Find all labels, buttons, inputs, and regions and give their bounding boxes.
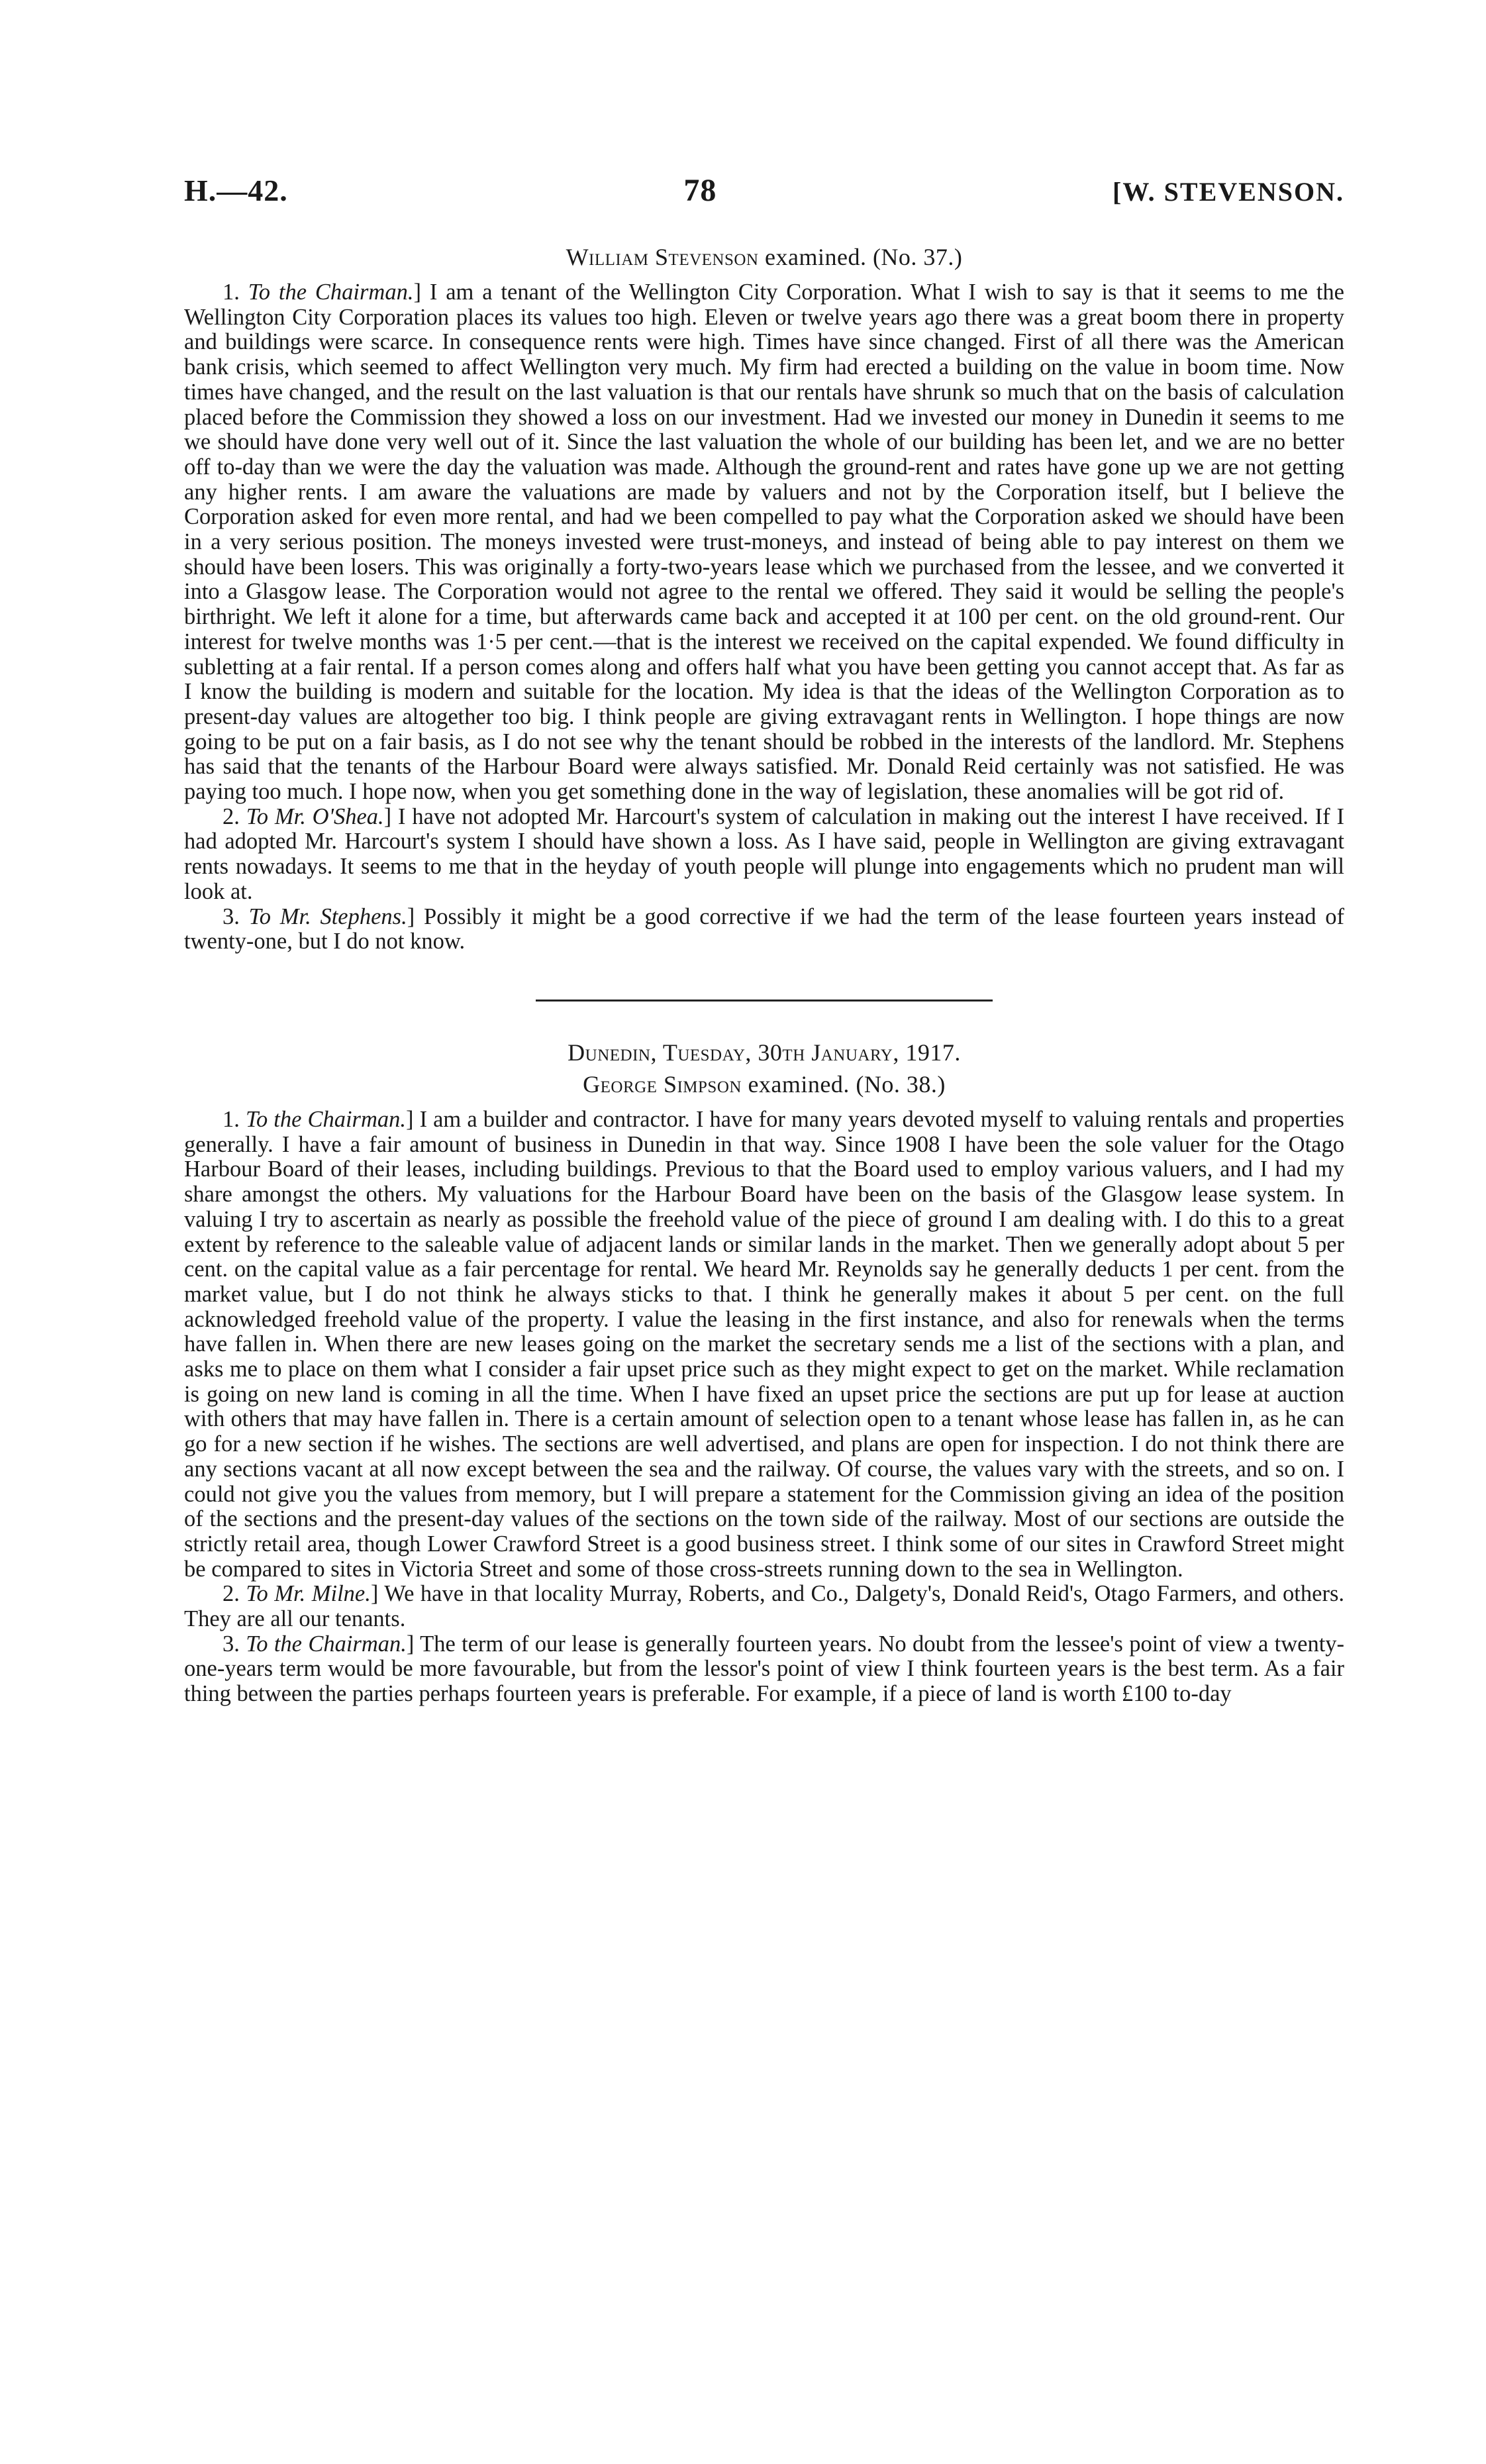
session-dateline: Dunedin, Tuesday, 30th January, 1917. <box>568 1039 961 1066</box>
paragraph-text: Possibly it might be a good corrective if we had the term of the lease fourteen years instead of twenty-one, but I do not know. <box>184 903 1345 954</box>
page-number: 78 <box>683 173 717 208</box>
testimony-paragraph: 1. To the Chairman.] I am a tenant of the Wellington City Corporation. What I wish to say is that it seems to me the Wellington City Corporation places its values too high. Eleven or twelve years ago there was a great boom there in property and buildings were scarce. In consequence rents were high. Times have since changed. First of all there was the American bank crisis, which seemed to affect Wellington very much. My firm had erected a building on the value in boom time. Now times have changed, and the result on the last valuation is that our rentals have shrunk so much that on the basis of calculation placed before the Commission they showed a loss on our investment. Had we invested our money in Dunedin it seems to me we should have done very well out of it. Since the last valuation the whole of our building has been let, and we are no better off to-day than we were the day the valuation was made. Although the ground-rent and rates have gone up we are not getting any higher rents. I am aware the valuations are made by valuers and not by the Corporation itself, but I believe the Corporation asked for even more rental, and had we been compelled to pay what the Corporation asked we should have been in a very serious position. The moneys invested were trust-moneys, and instead of being able to pay interest on them we should have been losers. This was originally a forty-two-years lease which we purchased from the lessee, and we converted it into a Glasgow lease. The Corporation would not agree to the rental we offered. They said it would be selling the people's birthright. We left it alone for a time, but afterwards came back and accepted it at 100 per cent. on the old ground-rent. Our interest for twelve months was 1·5 per cent.—that is the interest we received on the capital expended. We found difficulty in subletting at a fair rental. If a person comes along and offers half what you have been getting you cannot accept that. As far as I know the building is modern and suitable for the location. My idea is that the ideas of the Wellington Corporation as to present-day values are altogether too big. I think people are giving extravagant rents in Wellington. I hope things are now going to be put on a fair basis, as I do not see why the tenant should be robbed in the interests of the landlord. Mr. Stephens has said that the tenants of the Harbour Board were always satisfied. Mr. Donald Reid certainly was not satisfied. He was paying too much. I hope now, when you get something done in the way of legislation, these anomalies will be got rid of. <box>184 280 1344 805</box>
witness-heading-stevenson <box>184 243 1344 271</box>
paragraph-text: I am a tenant of the Wellington City Corporation. What I wish to say is that it seems to me the Wellington City Corporation places its values too high. Eleven or twelve years ago there was a great boom there in property and buildings were scarce. In consequence rents were high. Times have since changed. First of all there was the American bank crisis, which seemed to affect Wellington very much. My firm had erected a building on the value in boom time. Now times have changed, and the result on the last valuation is that our rentals have shrunk so much that on the basis of calculation placed before the Commission they showed a loss on our investment. Had we invested our money in Dunedin it seems to me we should have done very well out of it. Since the last valuation the whole of our building has been let, and we are no better off to-day than we were the day the valuation was made. Although the ground-rent and rates have gone up we are not getting any higher rents. I am aware the valuations are made by valuers and not by the Corporation itself, but I believe the Corporation asked for even more rental, and had we been compelled to pay what the Corporation asked we should have been in a very serious position. The moneys invested were trust-moneys, and instead of being able to pay interest on them we should have been losers. This was originally a forty-two-years lease which we purchased from the lessee, and we converted it into a Glasgow lease. The Corporation would not agree to the rental we offered. They said it would be selling the people's birthright. We left it alone for a time, but afterwards came back and accepted it at 100 per cent. on the old ground-rent. Our interest for twelve months was 1·5 per cent.—that is the interest we received on the capital expended. We found difficulty in subletting at a fair rental. If a person comes along and offers half what you have been getting you cannot accept that. As far as I know the building is modern and suitable for the location. My idea is that the ideas of the Wellington Corporation as to present-day values are altogether too big. I think people are giving extravagant rents in Wellington. I hope things are now going to be put on a fair basis, as I do not see why the tenant should be robbed in the interests of the landlord. Mr. Stephens has said that the tenants of the Harbour Board were always satisfied. Mr. Donald Reid certainly was not satisfied. He was paying too much. I hope now, when you get something done in the way of legislation, these anomalies will be got rid of. <box>184 280 1344 805</box>
paragraph-number: 1. <box>223 1106 240 1132</box>
paragraph-number: 3. <box>223 1631 240 1657</box>
addressee: To the Chairman. <box>248 280 414 305</box>
testimony-paragraph: 2. To Mr. O'Shea.] I have not adopted Mr. Harcourt's system of calculation in making out the interest I have received. If I had adopted Mr. Harcourt's system I should have shown a loss. As I have said, people in Wellington are giving extravagant rents nowadays. It seems to me that in the heyday of youth people will plunge into engagements which no prudent man will look at. <box>184 803 1345 904</box>
paragraph-number: 2. <box>223 1581 240 1607</box>
paragraph-number: 2. <box>223 803 240 829</box>
paragraph-number: 1. <box>223 280 240 305</box>
addressee: To the Chairman. <box>246 1631 407 1657</box>
section-divider <box>536 1000 993 1001</box>
paragraph-number: 3. <box>223 903 240 929</box>
addressee: To Mr. Stephens. <box>248 903 407 929</box>
addressee: To Mr. Milne. <box>246 1581 371 1607</box>
witness-name: William Stevenson <box>566 244 759 270</box>
witness-heading-rest: examined. (No. 38.) <box>748 1070 946 1098</box>
running-header <box>184 172 1344 209</box>
witness-running-title: [W. STEVENSON. <box>1113 177 1344 207</box>
witness-name: George Simpson <box>583 1070 742 1098</box>
document-page <box>184 172 1344 1707</box>
testimony-paragraph: 2. To Mr. Milne.] We have in that locality Murray, Roberts, and Co., Dalgety's, Donald Reid's, Otago Farmers, and others. They are all our tenants. <box>184 1581 1344 1632</box>
paragraph-text: I am a builder and contractor. I have for many years devoted myself to valuing rentals and properties generally. I have a fair amount of business in Dunedin in that way. Since 1908 I have been the sole valuer for the Otago Harbour Board of their leases, including buildings. Previous to that the Board used to employ various valuers, and I had my share amongst the others. My valuations for the Harbour Board have been on the basis of the Glasgow lease system. In valuing I try to ascertain as nearly as possible the freehold value of the piece of ground I am dealing with. I do this to a great extent by reference to the saleable value of adjacent lands or similar lands in the market. Then we generally adopt about 5 per cent. on the capital value as a fair percentage for rental. We heard Mr. Reynolds say he generally deducts 1 per cent. from the market value, but I do not think he always sticks to that. I think he generally makes it about 5 per cent. on the full acknowledged freehold value of the property. I value the leasing in the first instance, and also for renewals when the terms have fallen in. When there are new leases going on the market the secretary sends me a list of the sections with a plan, and asks me to place on them what I consider a fair upset price such as they might expect to get on the market. While reclamation is going on new land is coming in all the time. When I have fixed an upset price the sections are put up for lease at auction with others that may have fallen in. There is a certain amount of selection open to a tenant whose lease has fallen in, as he can go for a new section if he wishes. The sections are well advertised, and plans are open for inspection. I do not think there are any sections vacant at all now except between the sea and the railway. Of course, the values vary with the streets, and so on. I could not give you the values from memory, but I will prepare a statement for the Commission giving an idea of the position of the sections and the present-day values of the sections on the town side of the railway. Most of our sections are outside the strictly retail area, though Lower Crawford Street is a good business street. I think some of our sites in Crawford Street might be compared to sites in Victoria Street and some of those cross-streets running down to the sea in Wellington. <box>184 1106 1344 1582</box>
paragraph-text: We have in that locality Murray, Roberts, and Co., Dalgety's, Donald Reid's, Otago Farmers, and others. They are all our tenants. <box>184 1581 1344 1632</box>
witness-heading-rest: examined. (No. 37.) <box>765 244 963 270</box>
paper-reference: H.—42. <box>184 174 288 207</box>
addressee: To Mr. O'Shea. <box>246 803 384 829</box>
testimony-paragraph: 1. To the Chairman.] I am a builder and contractor. I have for many years devoted myself to valuing rentals and properties generally. I have a fair amount of business in Dunedin in that way. Since 1908 I have been the sole valuer for the Otago Harbour Board of their leases, including buildings. Previous to that the Board used to employ various valuers, and I had my share amongst the others. My valuations for the Harbour Board have been on the basis of the Glasgow lease system. In valuing I try to ascertain as nearly as possible the freehold value of the piece of ground I am dealing with. I do this to a great extent by reference to the saleable value of adjacent lands or similar lands in the market. Then we generally adopt about 5 per cent. on the capital value as a fair percentage for rental. We heard Mr. Reynolds say he generally deducts 1 per cent. from the market value, but I do not think he always sticks to that. I think he generally makes it about 5 per cent. on the full acknowledged freehold value of the property. I value the leasing in the first instance, and also for renewals when the terms have fallen in. When there are new leases going on the market the secretary sends me a list of the sections with a plan, and asks me to place on them what I consider a fair upset price such as they might expect to get on the market. While reclamation is going on new land is coming in all the time. When I have fixed an upset price the sections are put up for lease at auction with others that may have fallen in. There is a certain amount of selection open to a tenant whose lease has fallen in, as he can go for a new section if he wishes. The sections are well advertised, and plans are open for inspection. I do not think there are any sections vacant at all now except between the sea and the railway. Of course, the values vary with the streets, and so on. I could not give you the values from memory, but I will prepare a statement for the Commission giving an idea of the position of the sections and the present-day values of the sections on the town side of the railway. Most of our sections are outside the strictly retail area, though Lower Crawford Street is a good business street. I think some of our sites in Crawford Street might be compared to sites in Victoria Street and some of those cross-streets running down to the sea in Wellington. <box>184 1106 1344 1582</box>
addressee: To the Chairman. <box>245 1106 407 1132</box>
testimony-paragraph: 3. To the Chairman.] The term of our lease is generally fourteen years. No doubt from the lessee's point of view a twenty-one-years term would be more favourable, but from the lessor's point of view I think fourteen years is the best term. As a fair thing between the parties perhaps fourteen years is preferable. For example, if a piece of land is worth £100 to-day <box>184 1631 1345 1707</box>
paragraph-text: The term of our lease is generally fourteen years. No doubt from the lessee's point of view a twenty-one-years term would be more favourable, but from the lessor's point of view I think fourteen years is the best term. As a fair thing between the parties perhaps fourteen years is preferable. For example, if a piece of land is worth £100 to-day <box>184 1631 1345 1707</box>
testimony-paragraph: 3. To Mr. Stephens.] Possibly it might be a good corrective if we had the term of the lease fourteen years instead of twenty-one, but I do not know. <box>184 903 1345 954</box>
witness-heading-simpson <box>184 1070 1344 1098</box>
paragraph-text: I have not adopted Mr. Harcourt's system of calculation in making out the interest I have received. If I had adopted Mr. Harcourt's system I should have shown a loss. As I have said, people in Wellington are giving extravagant rents nowadays. It seems to me that in the heyday of youth people will plunge into engagements which no prudent man will look at. <box>184 803 1345 904</box>
